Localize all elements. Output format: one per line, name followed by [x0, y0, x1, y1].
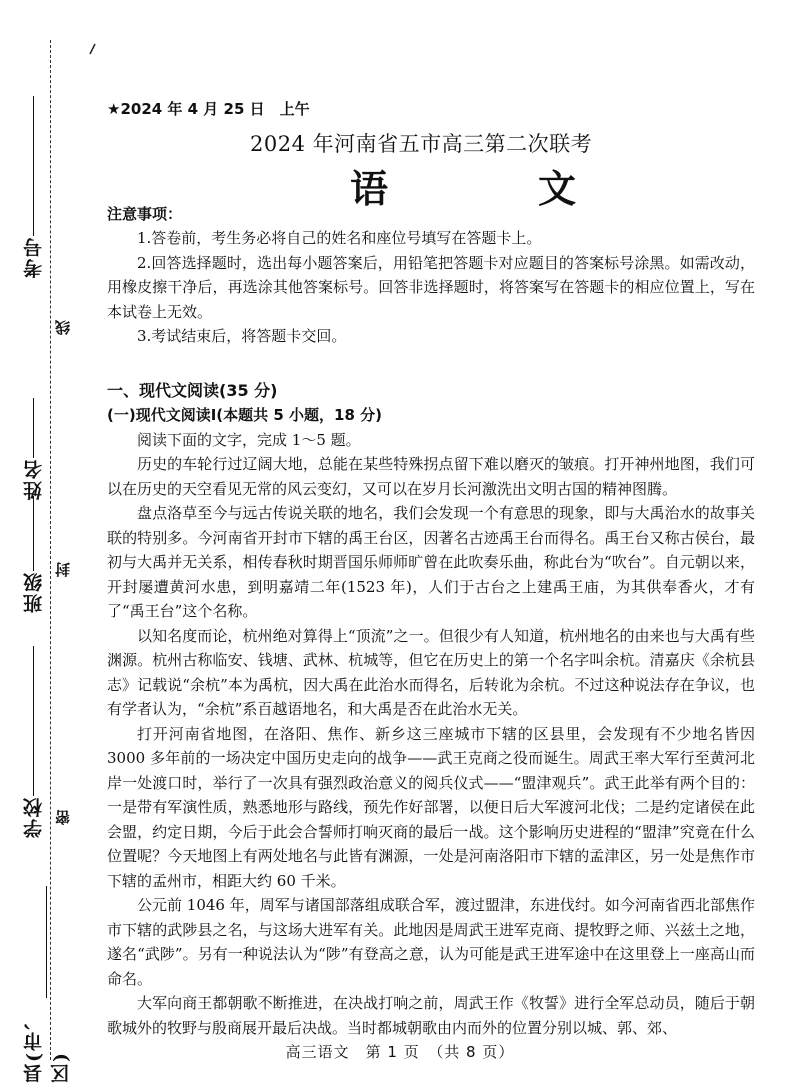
field-school: [20, 640, 47, 838]
field-county-label: 县(市、区): [23, 1009, 72, 1083]
passage-paragraph: 以知名度而论，杭州绝对算得上“顶流”之一。但很少有人知道，杭州地名的由来也与大禹有些渊源。杭州古称临安、钱塘、武林、杭城等，但它在历史上的第一个名字叫余杭。清嘉庆《余杭县志》记载说“余杭”本为禹杭，因大禹在此治水而得名，后转讹为余杭。不过这种说法存在争议，也有学者认为，“余杭”系百越语地名，和大禹是否在此治水无关。: [107, 626, 755, 718]
notice-item: 1.答卷前，考生务必将自己的姓名和座位号填写在答题卡上。: [137, 229, 542, 247]
field-class-label: 班级: [23, 571, 45, 613]
section-heading: 一、现代文阅读(35 分): [107, 380, 278, 400]
passage-paragraph: 历史的车轮行过辽阔大地，总能在某些特殊拐点留下难以磨灭的皱痕。打开神州地图，我们可以在历史的天空看见无常的风云变幻，又可以在岁月长河激洗出文明古国的精神图腾。: [107, 455, 755, 498]
field-county-line: [47, 886, 48, 998]
field-class-line: [33, 496, 34, 571]
section-subheading: (一)现代文阅读Ⅰ(本题共 5 小题，18 分): [107, 406, 382, 424]
passage-paragraph: 打开河南省地图，在洛阳、焦作、新乡这三座城市下辖的区县里，会发现有不少地名皆因 3000 多年前的一场决定中国历史走向的战争——武王克商之役而诞生。周武王率大军行至黄河北岸一处渡口时，举行了一次具有强烈政治意义的阅兵仪式——“盟津观兵”。武王此举有两个目的：一是带有军演性质，熟悉地形与路线，预先作好部署，以便日后大军渡河北伐；二是约定诸侯在此会盟，约定日期，今后于此会合誓师打响灭商的最后一战。这个影响历史进程的“盟津”究竟在什么位置呢？今天地图上有两处地名与此皆有渊源，一处是河南洛阳市下辖的孟津区，另一处是焦作市下辖的孟州市，相距大约 60 千米。: [107, 724, 755, 890]
page-footer: 高三语文 第 1 页 （共 8 页）: [285, 1043, 515, 1061]
exam-date: ★2024 年 4 月 25 日 上午: [107, 100, 310, 118]
reading-instruction: 阅读下面的文字，完成 1～5 题。: [137, 430, 361, 449]
field-name-line: [33, 398, 34, 458]
passage-paragraph: 公元前 1046 年，周军与诸国部落组成联合军，渡过盟津，东进伐纣。如今河南省西北部焦作市下辖的武陟县之名，与这场大进军有关。此地因是周武王进军克商、提牧野之师、兴兹土之地，遂名“武陟”。另有一种说法认为“陟”有登高之意，认为可能是武王进军途中在这里登上一座高山而命名。: [107, 896, 755, 988]
binding-mark-xian: 线: [54, 320, 72, 335]
field-name-label: 姓名: [23, 458, 45, 500]
notice-item: 2.回答选择题时，选出每小题答案后，用铅笔把答题卡对应题目的答案标号涂黑。如需改动，用橡皮擦干净后，再选涂其他答案标号。回答非选择题时，将答案写在答题卡的相应位置上，写在本试卷上无效。: [107, 253, 755, 321]
passage-paragraph: 大军向商王都朝歌不断推进，在决战打响之前，周武王作《牧誓》进行全军总动员，随后于朝歌城外的牧野与殷商展开最后决战。当时都城朝歌由内而外的位置分别以城、郭、郊、: [107, 994, 755, 1037]
binding-mark-mi: 密: [54, 810, 72, 825]
page-content: [107, 226, 755, 1040]
field-school-label: 学校: [23, 796, 45, 838]
field-name: [20, 392, 47, 500]
field-exam-number-line: [33, 96, 34, 236]
pen-stroke-mark: [88, 42, 98, 56]
exam-title: 2024 年河南省五市高三第二次联考: [250, 132, 593, 156]
field-school-line: [33, 646, 34, 796]
subject-title: 语 文: [350, 166, 633, 211]
notice-item: 3.考试结束后，将答题卡交回。: [137, 327, 347, 345]
field-exam-number: [20, 90, 47, 278]
binding-mark-feng: 封: [54, 562, 72, 577]
field-exam-number-label: 考号: [23, 236, 45, 278]
notice-heading: 注意事项：: [107, 205, 183, 223]
passage-paragraph: 盘点洛草至今与远古传说关联的地名，我们会发现一个有意思的现象，即与大禹治水的故事关联的特别多。今河南省开封市下辖的禹王台区，因著名古迹禹王台而得名。禹王台又称古侯台，最初与大禹并无关系，相传春秋时期晋国乐师师旷曾在此吹奏乐曲，称此台为“吹台”。自元朝以来，开封屡遭黄河水患，到明嘉靖二年(1523 年)，人们于古台之上建禹王庙，为其供奉香火，才有了“禹王台”这个名称。: [107, 504, 755, 620]
field-class: [20, 490, 47, 613]
